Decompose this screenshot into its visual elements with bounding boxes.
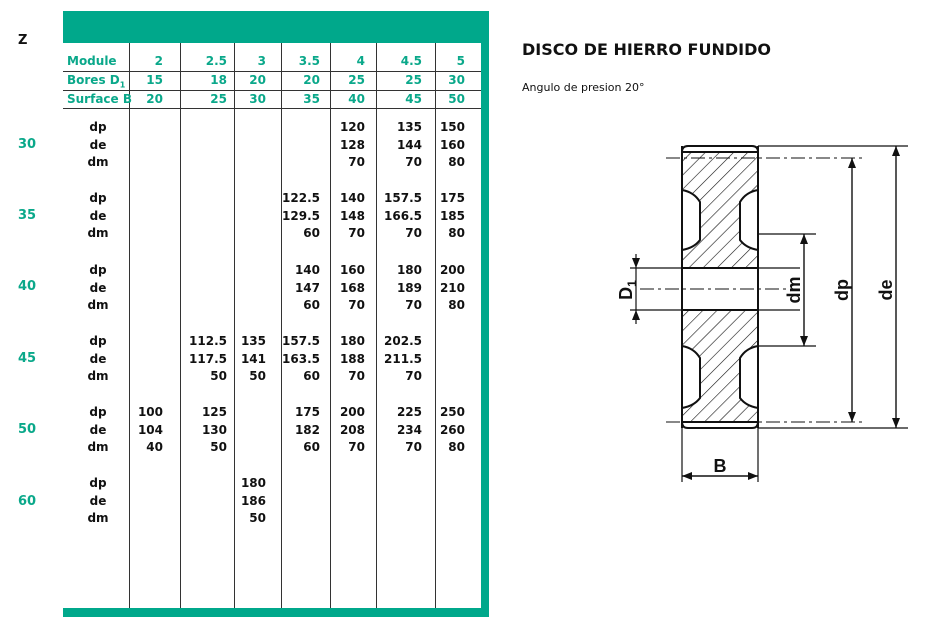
- table-cell: 60: [303, 298, 320, 312]
- module-value: 5: [456, 54, 465, 68]
- row-label: dp: [89, 334, 107, 348]
- table-cell: 188: [339, 351, 365, 366]
- tooth-count: 35: [18, 208, 37, 223]
- table-cell: 100: [137, 405, 163, 419]
- bore-value: 20: [249, 73, 266, 87]
- surface-value: 30: [249, 92, 266, 106]
- table-cell: 117.5: [189, 351, 227, 366]
- table-cell: 70: [405, 369, 422, 383]
- table-cell: 166.5: [384, 208, 422, 223]
- surface-value: 45: [405, 92, 422, 106]
- table-cell: 70: [348, 298, 365, 312]
- table-cell: 260: [439, 422, 465, 437]
- bore-value: 18: [210, 73, 227, 87]
- module-value: 4.5: [400, 54, 422, 68]
- surface-value: 35: [303, 92, 320, 106]
- table-top-bar: [63, 11, 489, 43]
- surface-value: 50: [448, 92, 465, 106]
- row-label: dp: [89, 405, 107, 419]
- table-cell: 175: [294, 405, 320, 419]
- table-cell: 140: [294, 263, 320, 277]
- row-label: dp: [89, 191, 107, 205]
- de-label: de: [876, 279, 896, 301]
- row-label: dp: [89, 263, 107, 277]
- table-cell: 200: [339, 405, 365, 419]
- table-bottom-bar: [63, 608, 489, 617]
- row-label: dm: [87, 298, 109, 312]
- bores-label: Bores $D_1$: [67, 73, 126, 90]
- row-label: de: [89, 280, 107, 295]
- row-label: dm: [87, 369, 109, 383]
- row-label: de: [89, 351, 107, 366]
- table-cell: 80: [448, 298, 465, 312]
- table-cell: 50: [210, 440, 227, 454]
- bore-value: 20: [303, 73, 320, 87]
- table-cell: 211.5: [384, 351, 422, 366]
- table-cell: 70: [348, 440, 365, 454]
- table-cell: 70: [405, 226, 422, 240]
- table-cell: 104: [137, 422, 163, 437]
- table-cell: 130: [201, 422, 227, 437]
- table-cell: 50: [249, 511, 266, 525]
- table-cell: 157.5: [282, 334, 320, 348]
- module-value: 2.5: [205, 54, 227, 68]
- table-cell: 70: [348, 155, 365, 169]
- table-cell: 122.5: [282, 191, 320, 205]
- table-cell: 129.5: [282, 208, 320, 223]
- table-cell: 180: [339, 334, 365, 348]
- table-cell: 180: [240, 476, 266, 490]
- dm-label: dm: [784, 276, 804, 304]
- row-label: dm: [87, 440, 109, 454]
- tooth-count: 40: [18, 279, 37, 294]
- table-cell: 225: [396, 405, 422, 419]
- table-divider: [376, 43, 377, 608]
- table-cell: 70: [405, 440, 422, 454]
- table-cell: 163.5: [282, 351, 320, 366]
- table-cell: 135: [240, 334, 266, 348]
- tooth-count: 60: [18, 494, 37, 509]
- table-cell: 168: [339, 280, 365, 295]
- table-cell: 200: [439, 263, 465, 277]
- table-cell: 128: [339, 137, 365, 152]
- table-right-bar: [481, 11, 489, 617]
- table-cell: 135: [396, 120, 422, 134]
- table-cell: 144: [396, 137, 422, 152]
- table-divider: [281, 43, 282, 608]
- table-cell: 147: [294, 280, 320, 295]
- table-cell: 60: [303, 369, 320, 383]
- row-label: dp: [89, 476, 107, 490]
- tooth-count: 30: [18, 137, 37, 152]
- table-cell: 180: [396, 263, 422, 277]
- module-value: 3.5: [298, 54, 320, 68]
- row-label: de: [89, 493, 107, 508]
- bore-value: 25: [348, 73, 365, 87]
- tooth-count: 50: [18, 422, 37, 437]
- surface-value: 40: [348, 92, 365, 106]
- table-cell: 186: [240, 493, 266, 508]
- row-label: dm: [87, 226, 109, 240]
- table-cell: 50: [210, 369, 227, 383]
- surface-value: 25: [210, 92, 227, 106]
- table-cell: 70: [348, 226, 365, 240]
- page-subtitle: Angulo de presion 20°: [522, 81, 645, 94]
- table-cell: 185: [439, 208, 465, 223]
- gear-cross-section-diagram: [600, 130, 920, 490]
- row-label: de: [89, 137, 107, 152]
- table-cell: 60: [303, 226, 320, 240]
- table-cell: 202.5: [384, 334, 422, 348]
- table-divider: [180, 43, 181, 608]
- surface-value: 20: [146, 92, 163, 106]
- table-cell: 125: [201, 405, 227, 419]
- row-label: dp: [89, 120, 107, 134]
- table-cell: 112.5: [189, 334, 227, 348]
- table-cell: 80: [448, 226, 465, 240]
- table-cell: 189: [396, 280, 422, 295]
- table-cell: 182: [294, 422, 320, 437]
- z-column-heading: Z: [18, 33, 28, 48]
- module-label: Module: [67, 54, 117, 68]
- table-cell: 80: [448, 155, 465, 169]
- b-label: B: [713, 456, 727, 476]
- table-cell: 70: [348, 369, 365, 383]
- row-label: de: [89, 422, 107, 437]
- table-cell: 70: [405, 155, 422, 169]
- table-cell: 120: [339, 120, 365, 134]
- bore-value: 15: [146, 73, 163, 87]
- dp-label: dp: [832, 279, 852, 301]
- table-cell: 148: [339, 208, 365, 223]
- row-label: dm: [87, 155, 109, 169]
- tooth-count: 45: [18, 351, 37, 366]
- table-cell: 70: [405, 298, 422, 312]
- table-cell: 40: [146, 440, 163, 454]
- row-label: de: [89, 208, 107, 223]
- module-value: 4: [356, 54, 365, 68]
- table-cell: 140: [339, 191, 365, 205]
- table-cell: 80: [448, 440, 465, 454]
- table-divider: [129, 43, 130, 608]
- table-cell: 157.5: [384, 191, 422, 205]
- d1-label: $D_1$: [616, 280, 639, 300]
- surface-label: Surface B: [67, 92, 132, 106]
- bore-value: 30: [448, 73, 465, 87]
- table-cell: 60: [303, 440, 320, 454]
- module-value: 2: [154, 54, 163, 68]
- table-cell: 50: [249, 369, 266, 383]
- table-divider: [63, 108, 481, 109]
- table-cell: 150: [439, 120, 465, 134]
- table-cell: 250: [439, 405, 465, 419]
- page-title: DISCO DE HIERRO FUNDIDO: [522, 40, 771, 59]
- bore-value: 25: [405, 73, 422, 87]
- table-cell: 141: [240, 351, 266, 366]
- row-label: dm: [87, 511, 109, 525]
- table-cell: 160: [339, 263, 365, 277]
- table-cell: 208: [339, 422, 365, 437]
- table-cell: 160: [439, 137, 465, 152]
- table-cell: 210: [439, 280, 465, 295]
- table-cell: 175: [439, 191, 465, 205]
- module-value: 3: [257, 54, 266, 68]
- table-cell: 234: [396, 422, 422, 437]
